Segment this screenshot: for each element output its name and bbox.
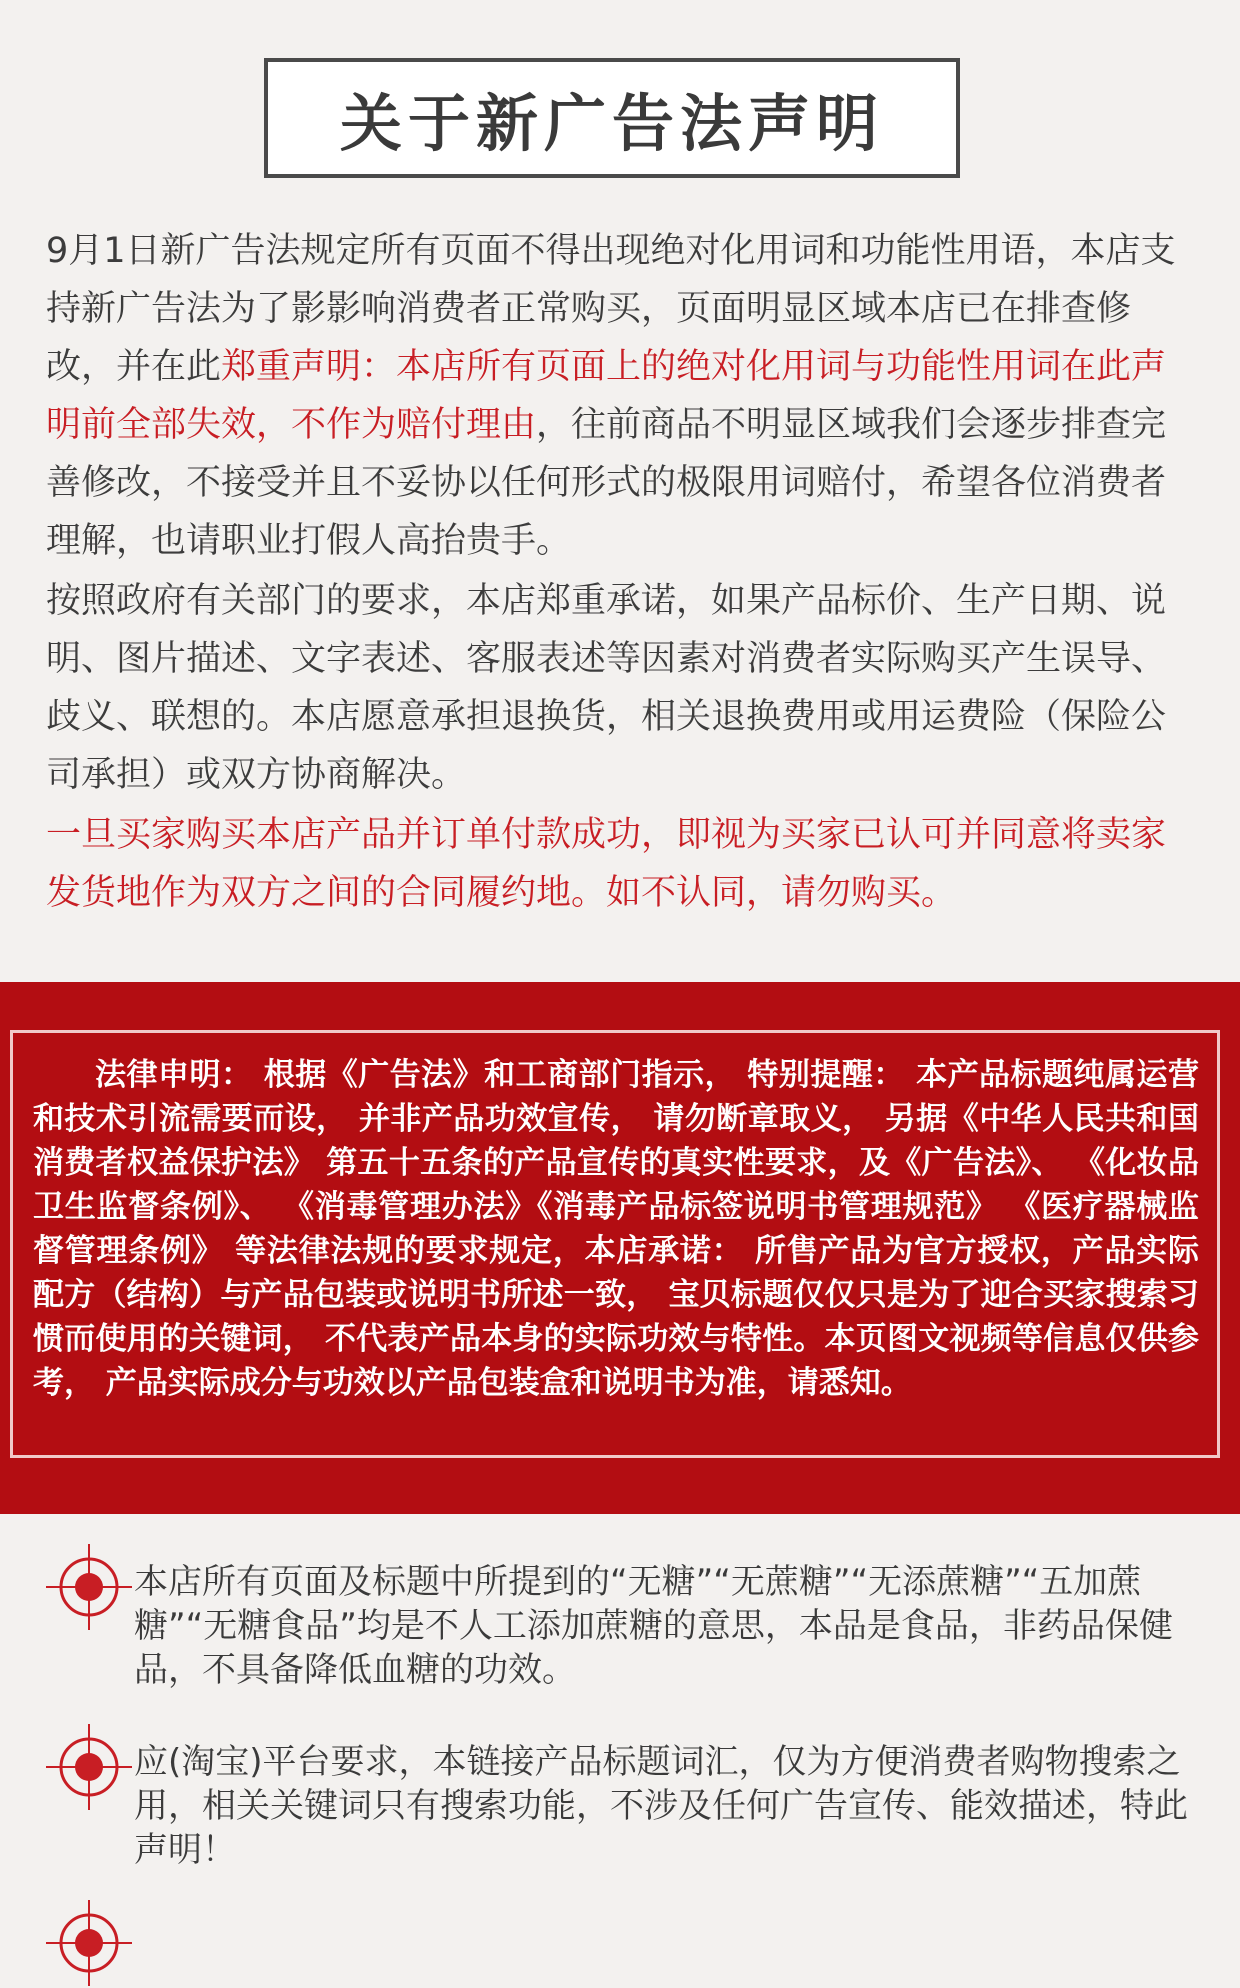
page-title: 关于新广告法声明 bbox=[339, 86, 884, 160]
title-box bbox=[264, 58, 960, 178]
notice-text-2: 应(淘宝)平台要求，本链接产品标题词汇，仅为方便消费者购物搜索之用，相关关键词只有搜索功能，不涉及任何广告宣传、能效描述，特此声明！ bbox=[134, 1742, 1188, 1870]
statement-highlight: 郑重声明：本店所有页面上的绝对化用词与功能性用词在此声明前全部失效，不作为赔付理由 bbox=[46, 347, 1167, 445]
notice-item-1 bbox=[44, 1560, 1194, 1692]
statement-section bbox=[46, 222, 1176, 922]
statement-paragraph-2: 按照政府有关部门的要求，本店郑重承诺，如果产品标价、生产日期、说明、图片描述、文字表述、客服表述等因素对消费者实际购买产生误导、歧义、联想的。本店愿意承担退换货，相关退换费用或用运费险（保险公司承担）或双方协商解决。 bbox=[46, 581, 1167, 795]
legal-text: 法律申明： 根据《广告法》和工商部门指示， 特别提醒： 本产品标题纯属运营和技术引流需要而设， 并非产品功效宣传， 请勿断章取义， 另据《中华人民共和国消费者权益保护法》 第五十五条的产品宣传的真实性要求，及《广告法》、 《化妆品卫生监督条例》、 《消毒管理办法》《消毒产品标签说明书管理规范》 《医疗器械监督管理条例》 等法律法规的要求规定，本店承诺： 所售产品为官方授权，产品实际配方（结构）与产品包装或说明书所述一致， 宝贝标题仅仅只是为了迎合买家搜索习惯而使用的关键词， 不代表产品本身的实际功效与特性。本页图文视频等信息仅供参考， 产品实际成分与功效以产品包装盒和说明书为准，请悉知。 bbox=[33, 1057, 1199, 1401]
notice-item-2 bbox=[44, 1740, 1194, 1872]
legal-band bbox=[0, 982, 1240, 1514]
legal-frame bbox=[10, 1030, 1220, 1458]
statement-paragraph-1 bbox=[46, 222, 1176, 570]
statement-paragraph-3: 一旦买家购买本店产品并订单付款成功，即视为买家已认可并同意将卖家发货地作为双方之间的合同履约地。如不认同，请勿购买。 bbox=[46, 815, 1167, 913]
target-icon bbox=[44, 1722, 134, 1812]
statement-text-continued: ，往前商品不明显区域我们会逐步排查完善修改，不接受并且不妥协以任何形式的极限用词赔付，希望各位消费者理解，也请职业打假人高抬贵手。 bbox=[46, 405, 1167, 561]
target-icon bbox=[44, 1898, 134, 1988]
notice-text-1: 本店所有页面及标题中所提到的“无糖”“无蔗糖”“无添蔗糖”“五加蔗糖”“无糖食品”均是不人工添加蔗糖的意思，本品是食品，非药品保健品，不具备降低血糖的功效。 bbox=[134, 1562, 1173, 1690]
statement-text: 9月1日新广告法规定所有页面不得出现绝对化用词和功能性用语，本店支持新广告法为了影影响消费者正常购买，页面明显区域本店已在排查修改，并在此 bbox=[46, 231, 1176, 387]
target-icon bbox=[44, 1542, 134, 1632]
